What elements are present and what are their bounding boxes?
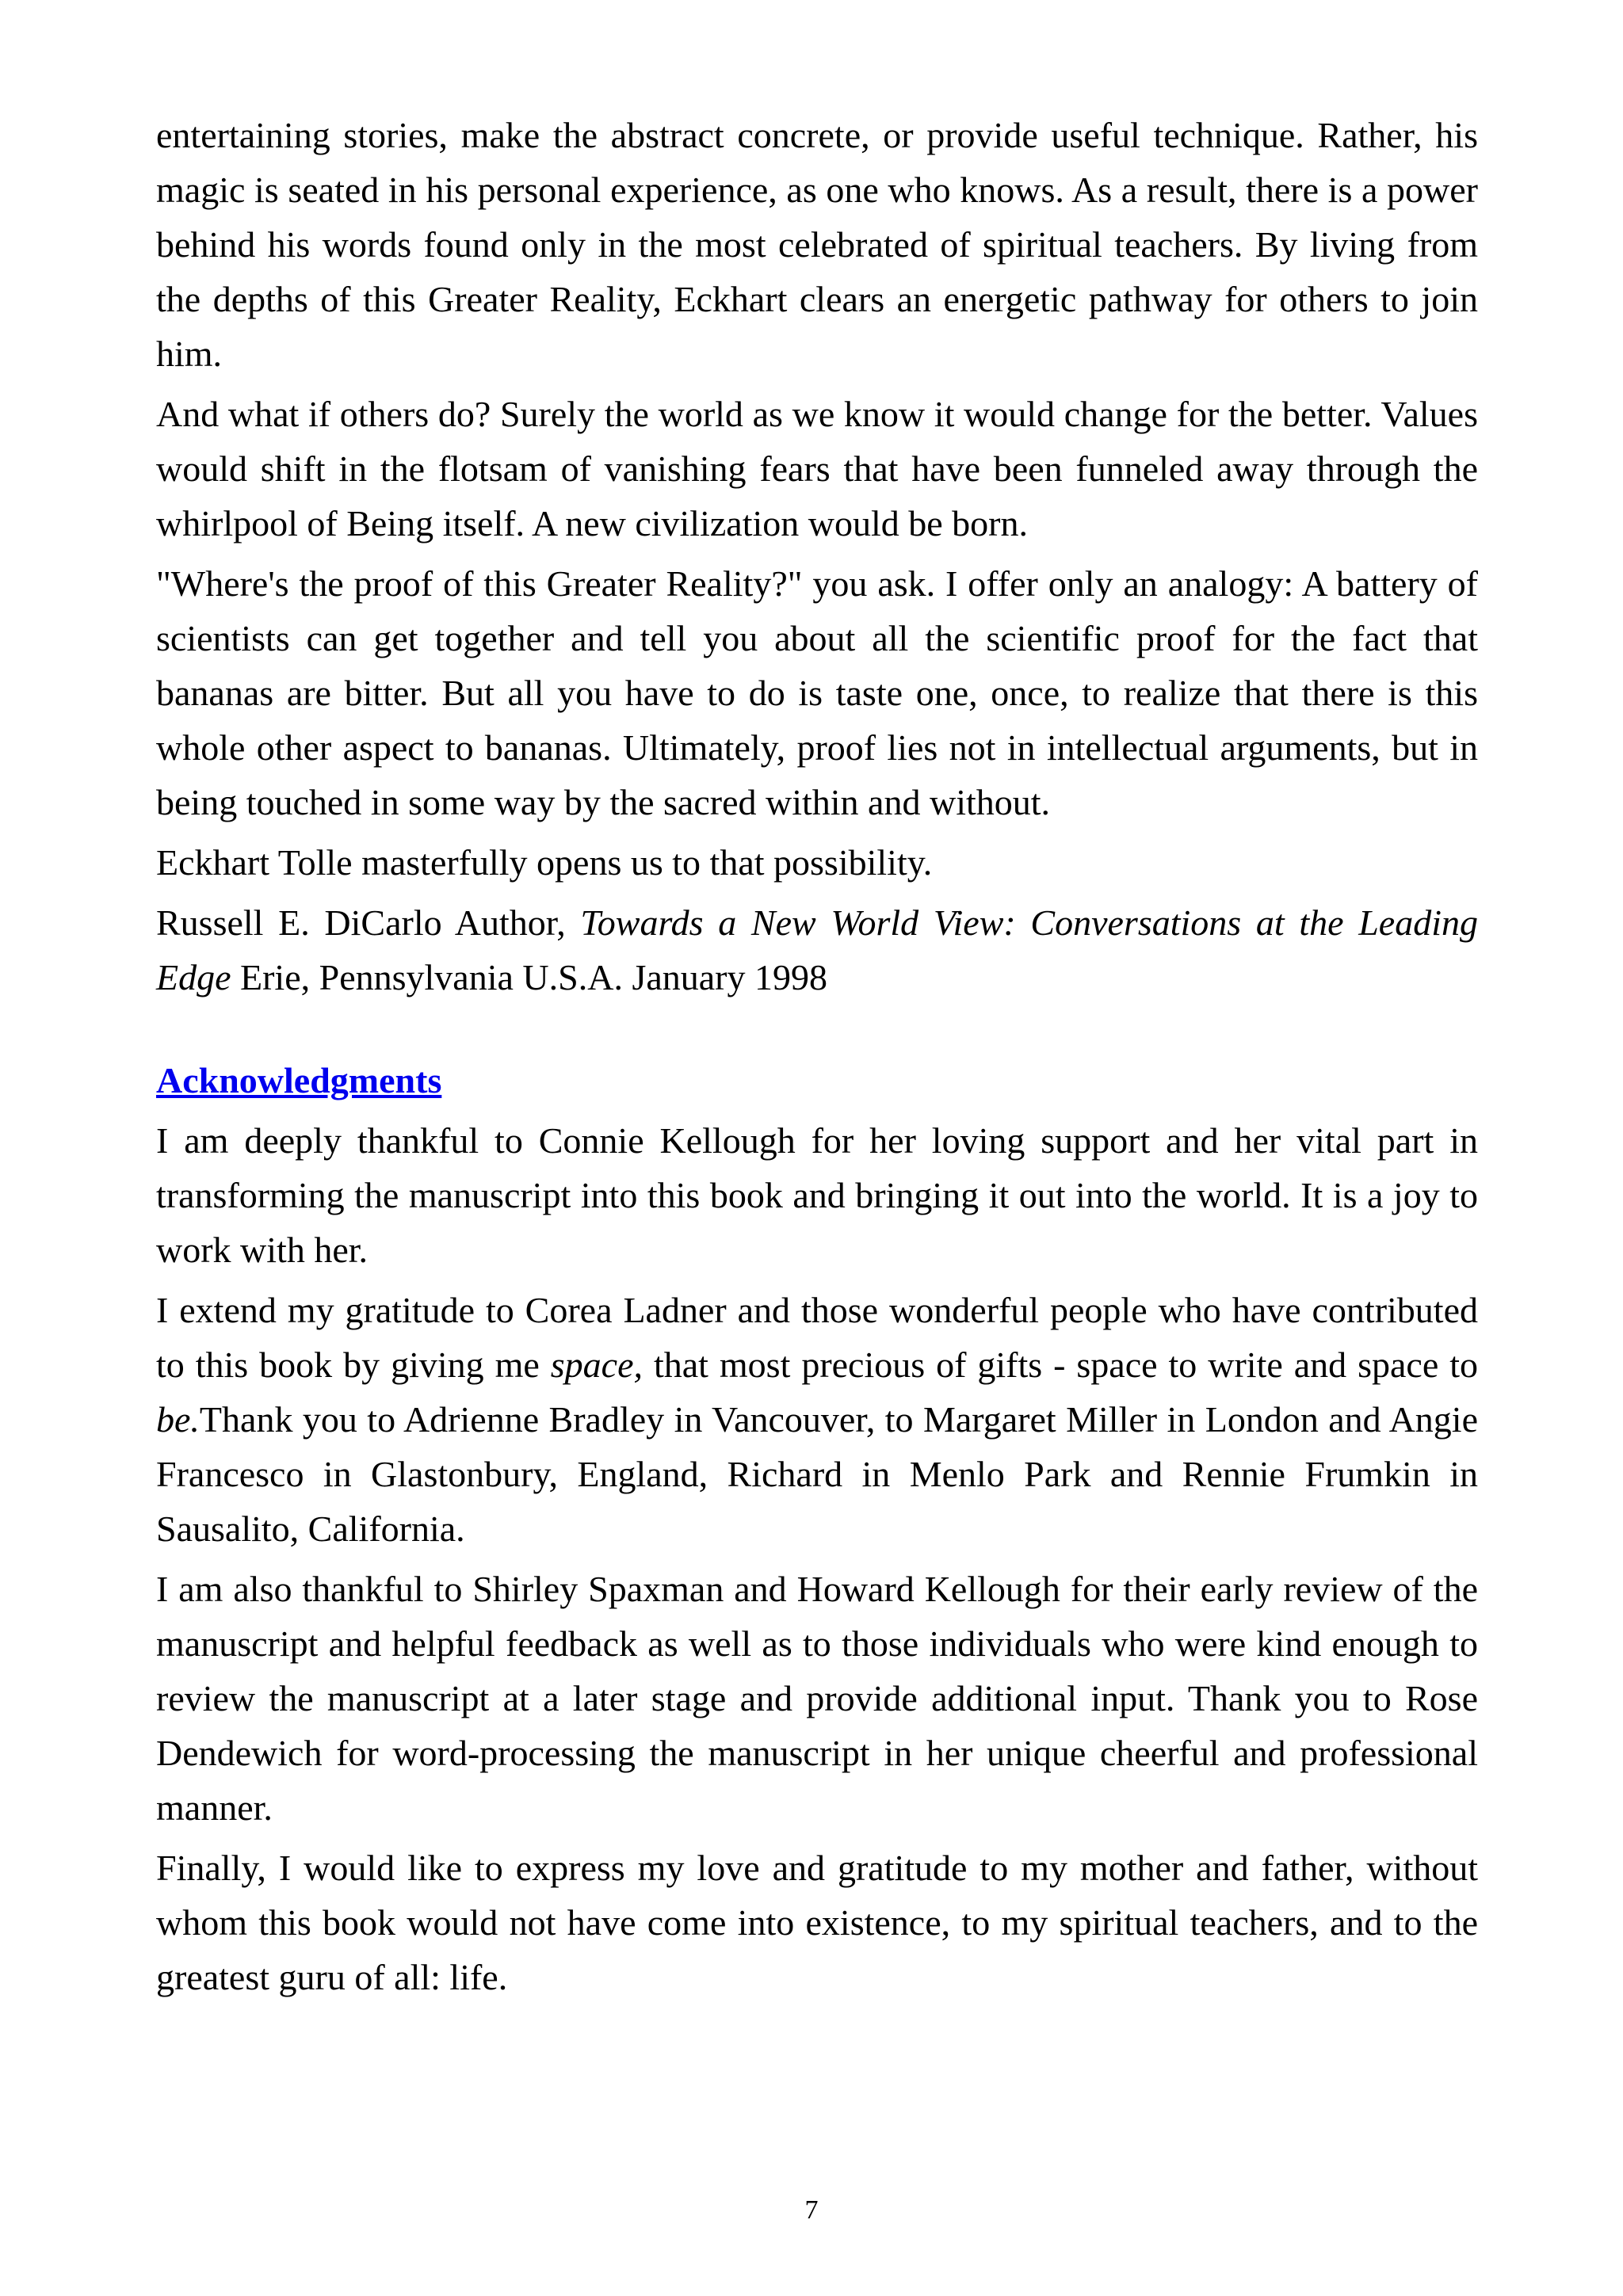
page-body bbox=[156, 108, 1478, 2010]
foreword-signature bbox=[156, 895, 1478, 1005]
acknowledgments-paragraph-1: I am deeply thankful to Connie Kellough for her loving support and her vital part in transforming the manuscript into this book and bringing it out into the world. It is a joy to work with her. bbox=[156, 1120, 1478, 1270]
ack-p2-text-e: Thank you to Adrienne Bradley in Vancouver, to Margaret Miller in London and Angie Francesco in Glastonbury, England, Richard in Menlo Park and Rennie Frumkin in Sausalito, California. bbox=[156, 1399, 1478, 1549]
page-number: 7 bbox=[804, 2195, 819, 2225]
ack-p2-italic-space: space, bbox=[550, 1344, 643, 1385]
acknowledgments-paragraph-2 bbox=[156, 1283, 1478, 1556]
acknowledgments-paragraph-4: Finally, I would like to express my love and gratitude to my mother and father, without whom this book would not have come into existence, to my spiritual teachers, and to the greatest guru of all: life. bbox=[156, 1848, 1478, 1997]
foreword-paragraph-2: And what if others do? Surely the world as we know it would change for the better. Values would shift in the flotsam of vanishing fears that have been funneled away through the whirlpool of Being itself. A new civilization would be born. bbox=[156, 394, 1478, 543]
foreword-paragraph-3: "Where's the proof of this Greater Reality?" you ask. I offer only an analogy: A battery of scientists can get together and tell you about all the scientific proof for the fact that bananas are bitter. But all you have to do is taste one, once, to realize that there is this whole other aspect to bananas. Ultimately, proof lies not in intellectual arguments, but in being touched in some way by the sacred within and without. bbox=[156, 563, 1478, 822]
foreword-paragraph-1: entertaining stories, make the abstract concrete, or provide useful technique. Rather, his magic is seated in his personal experience, as one who knows. As a result, there is a power behind his words found only in the most celebrated of spiritual teachers. By living from the depths of this Greater Reality, Eckhart clears an energetic pathway for others to join him. bbox=[156, 115, 1478, 374]
signature-author: Russell E. DiCarlo Author, bbox=[156, 902, 581, 943]
acknowledgments-paragraph-3: I am also thankful to Shirley Spaxman and Howard Kellough for their early review of the manuscript and helpful feedback as well as to those individuals who were kind enough to review the manuscript at a later stage and provide additional input. Thank you to Rose Dendewich for word-processing the manuscript in her unique cheerful and professional manner. bbox=[156, 1569, 1478, 1828]
signature-place-date: Erie, Pennsylvania U.S.A. January 1998 bbox=[231, 957, 828, 997]
ack-p2-italic-be: be. bbox=[156, 1399, 200, 1440]
acknowledgments-heading-link[interactable]: Acknowledgments bbox=[156, 1060, 442, 1100]
foreword-paragraph-4: Eckhart Tolle masterfully opens us to that possibility. bbox=[156, 842, 933, 883]
ack-p2-text-a: I extend my gratitude to Corea Ladner and those wonderful people who have contributed to this book by giving me bbox=[156, 1290, 1478, 1385]
ack-p2-text-c: that most precious of gifts - space to write and space to bbox=[643, 1344, 1478, 1385]
signature-book-title: Towards a New World View: Conversations at the Leading Edge bbox=[156, 902, 1478, 997]
